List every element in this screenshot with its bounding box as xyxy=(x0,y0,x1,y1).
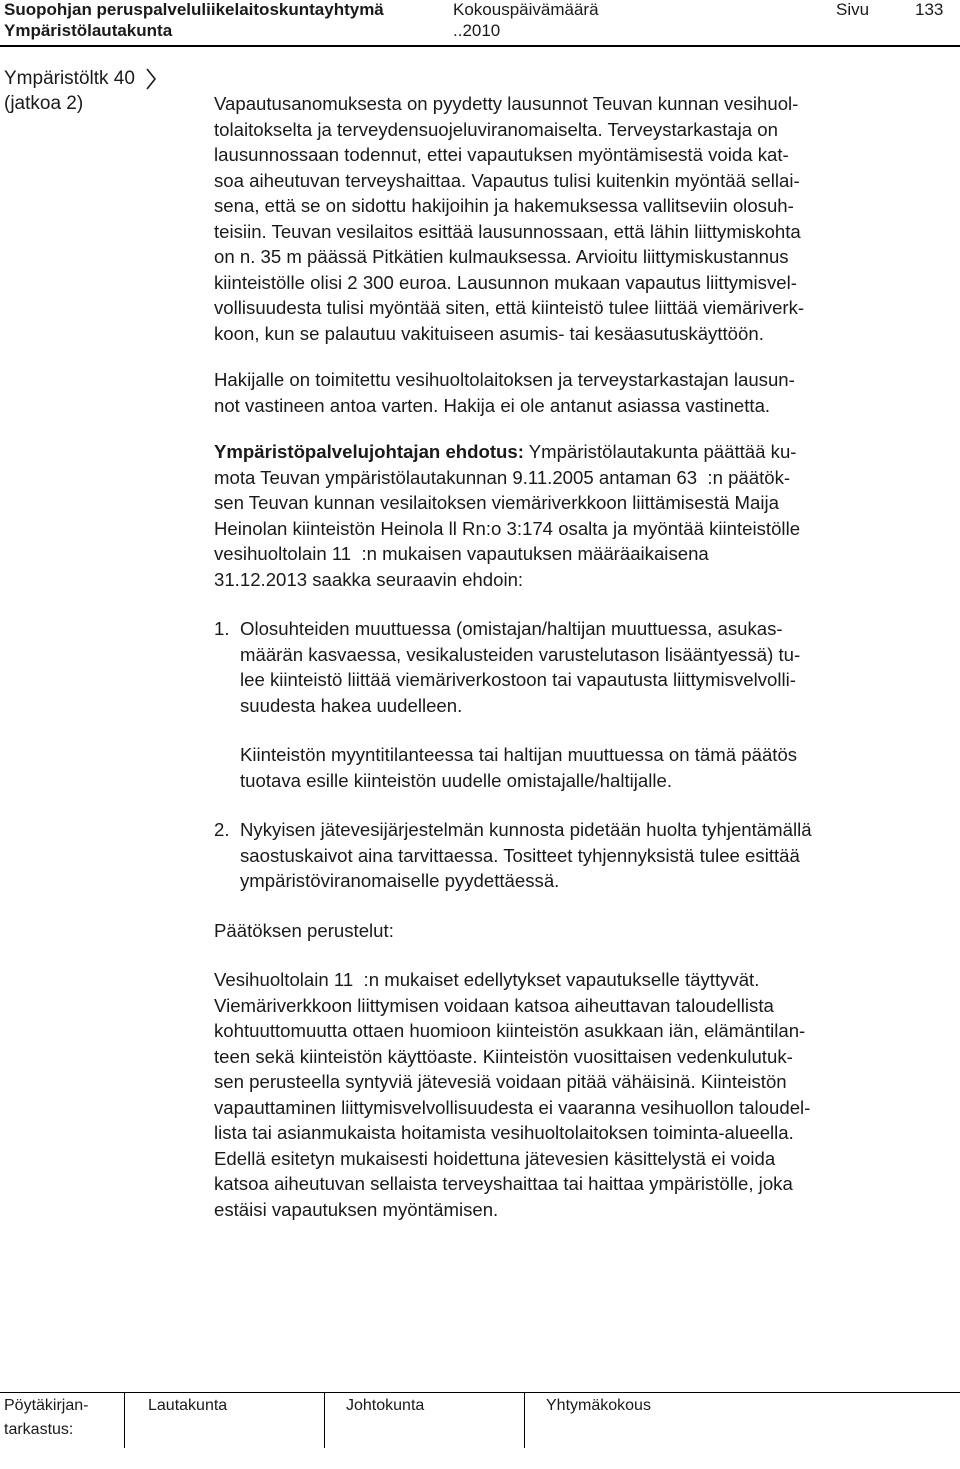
condition-item-1-note: Kiinteistön myyntitilanteessa tai haltijan muuttuessa on tämä päätös tuotava esille kiinteistön uudelle omistajalle/haltijalle. xyxy=(240,744,798,791)
footer-divider xyxy=(324,1392,325,1448)
condition-item-2: 2. Nykyisen jätevesijärjestelmän kunnosta pidetään huolta tyhjentämällä saostuskaivot aina tarvittaessa. Tositteet tyhjennyksistä tulee esittää ympäristöviranomaiselle pyydettäessä. xyxy=(214,819,812,891)
footer-board-cell: Lautakunta xyxy=(148,1397,228,1414)
footer-divider xyxy=(524,1392,525,1448)
item-number: 2. xyxy=(214,819,230,840)
condition-item-1: 1. Olosuhteiden muuttuessa (omistajan/haltijan muuttuessa, asukas- määrän kasvaessa, vesikalusteiden varustelutason lisääntyessä) tu- lee kiinteistö liittää viemäriverkostoon tai vapautusta liittymisvelvolli- suudesta hakea uudelleen. xyxy=(214,618,801,716)
meeting-date-value: ..2010 xyxy=(453,21,501,40)
item-number: 1. xyxy=(214,618,230,639)
section-sign-icon xyxy=(144,68,158,90)
footer-review-cell: Pöytäkirjan- tarkastus: xyxy=(4,1397,89,1438)
page-footer xyxy=(0,1392,960,1452)
header-rule xyxy=(0,45,960,47)
document-body xyxy=(214,91,950,1222)
rationale-heading: Päätöksen perustelut: xyxy=(214,919,394,941)
organization-name: Suopohjan peruspalveluliikelaitoskuntayhtymä xyxy=(4,0,384,19)
footer-directors-cell: Johtokunta xyxy=(346,1397,425,1414)
footer-rule xyxy=(0,1392,960,1393)
footer-divider xyxy=(124,1392,125,1448)
paragraph-proposal: Ympäristöpalvelujohtajan ehdotus: Ympäristölautakunta päättää ku- mota Teuvan ympäristölautakunnan 9.11.2005 antaman 63 :n päätök- sen Teuvan kunnan vesilaitoksen viemäriverkkoon liittämisestä Maija Heinolan kiinteistön Heinola ll Rn:o 3:174 osalta ja myöntää kiinteistölle vesihuoltolain 11 :n mukaisen vapautuksen määräaikaisena 31.12.2013 saakka seuraavin ehdoin: xyxy=(214,441,801,590)
footer-assembly-cell: Yhtymäkokous xyxy=(546,1397,651,1414)
paragraph-application-statements: Vapautusanomuksesta on pyydetty lausunnot Teuvan kunnan vesihuol- tolaitokselta ja terveydensuojeluviranomaiselta. Terveystarkastaja on lausunnossaan todennut, ettei vapautuksen myöntämisestä voida kat- soa aiheutuvan terveyshaittaa. Vapautus tulisi kuitenkin myöntää sellai- sena, että se on sidottu hakijoihin ja hakemuksessa vallitseviin olosuh- teisiin. Teuvan vesilaitos esittää lausunnossaan, että lähin liittymiskohta on n. 35 m päässä Pitkätien kulmauksessa. Arvioitu liittymiskustannus kiinteistölle olisi 2 300 euroa. Lausunnon mukaan vapautus liittymisvel- vollisuudesta tulisi myöntää siten, että kiinteistö tulee liittää viemäriverk- koon, kun se palautuu vakituiseen asumis- tai kesäasutuskäyttöön. xyxy=(214,93,805,344)
board-name: Ympäristölautakunta xyxy=(4,21,173,40)
section-continuation: (jatkoa 2) xyxy=(4,93,84,114)
page-number: 133 xyxy=(915,0,944,19)
paragraph-rationale: Vesihuoltolain 11 :n mukaiset edellytykset vapautukselle täyttyvät. Viemäriverkkoon liittymisen voidaan katsoa aiheuttavan taloudellista kohtuuttomuutta ottaen huomioon kiinteistön asukkaan iän, elämäntilan- teen sekä kiinteistön käyttöaste. Kiinteistön vuosittaisen vedenkulutuk- sen perusteella syntyviä jätevesiä voidaan pitää vähäisinä. Kiinteistön vapauttaminen liittymisvelvollisuudesta ei vaaranna vesihuollon taloudel- lista tai asianmukaista hoitamista vesihuoltolaitoksen toiminta-alueella. Edellä esitetyn mukaisesti hoidettuna jätevesien käsittelystä ei voida katsoa aiheutuvan sellaista terveyshaittaa tai haittaa ympäristölle, joka estäisi vapautuksen myöntämisen. xyxy=(214,969,811,1220)
paragraph-applicant-response: Hakijalle on toimitettu vesihuoltolaitoksen ja terveystarkastajan lausun- not vastineen antoa varten. Hakija ei ole antanut asiassa vastinetta. xyxy=(214,369,795,416)
section-label xyxy=(4,66,158,116)
meeting-date-label: Kokouspäivämäärä xyxy=(453,0,599,19)
page-header xyxy=(0,0,960,46)
page-label: Sivu xyxy=(836,0,870,19)
section-id: Ympäristöltk 40 xyxy=(4,68,135,89)
proposal-label: Ympäristöpalvelujohtajan ehdotus: xyxy=(214,441,524,462)
